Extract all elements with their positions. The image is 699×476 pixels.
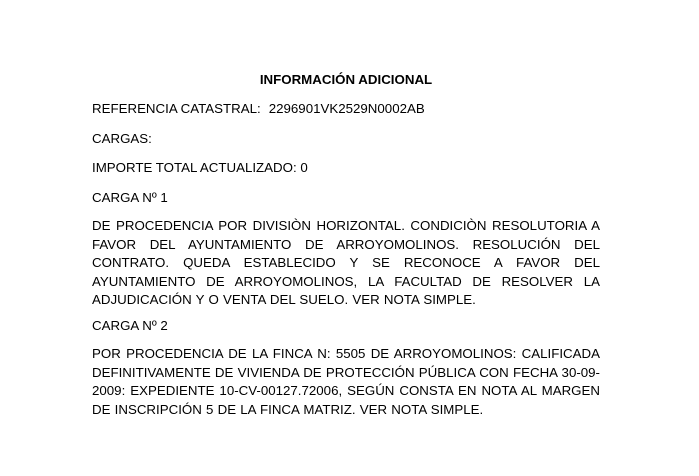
document-title: INFORMACIÓN ADICIONAL: [259, 72, 433, 87]
referencia-catastral-value: 2296901VK2529N0002AB: [268, 101, 425, 116]
carga-2-text: POR PROCEDENCIA DE LA FINCA N: 5505 DE ARROYOMOLINOS: CALIFICADA DEFINITIVAMENTE DE VIVIENDA DE PROTECCIÓN PÚBLICA CON FECHA 30-09-2009: EXPEDIENTE 10-CV-00127.72006, SEGÚN CONSTA EN NOTA AL MARGEN DE INSCRIPCIÓN 5 DE LA FINCA MATRIZ. VER NOTA SIMPLE.: [92, 346, 600, 417]
referencia-catastral-label: REFERENCIA CATASTRAL:: [92, 101, 261, 116]
carga-2-heading: CARGA Nº 2: [92, 318, 168, 333]
referencia-catastral-line: [92, 101, 425, 117]
carga-1-heading: CARGA Nº 1: [92, 190, 168, 205]
carga-1-text: DE PROCEDENCIA POR DIVISIÒN HORIZONTAL. CONDICIÒN RESOLUTORIA A FAVOR DEL AYUNTAMIENTO DE ARROYOMOLINOS. RESOLUCIÓN DEL CONTRATO. QUEDA ESTABLECIDO Y SE RECONOCE A FAVOR DEL AYUNTAMIENTO DE ARROYOMOLINOS, LA FACULTAD DE RESOLVER LA ADJUDICACIÓN Y O VENTA DEL SUELO. VER NOTA SIMPLE.: [92, 218, 600, 308]
importe-total: IMPORTE TOTAL ACTUALIZADO: 0: [92, 160, 308, 175]
document-page: [92, 0, 600, 476]
cargas-label: CARGAS:: [92, 131, 152, 146]
